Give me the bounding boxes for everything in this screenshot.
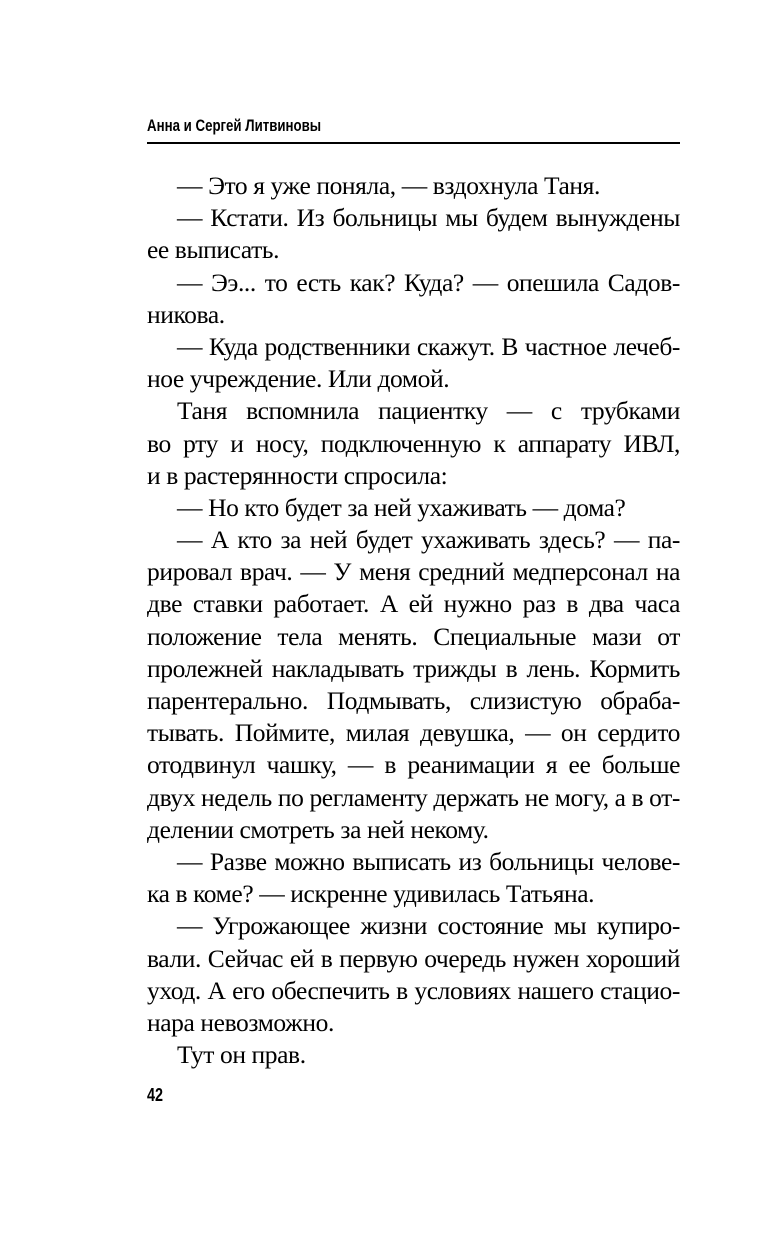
- text-line: двух недель по регламенту держать не могу, а в от-: [147, 782, 681, 812]
- page-number: 42: [147, 1085, 164, 1105]
- header-rule: [147, 142, 680, 144]
- text-line: — А кто за ней будет ухаживать здесь? — па-: [177, 525, 680, 555]
- text-line: вали. Сейчас ей в первую очередь нужен хороший: [147, 943, 680, 973]
- text-line: никова.: [147, 299, 225, 329]
- body-text: [147, 170, 680, 1071]
- text-line: — Это я уже поняла, — вздохнула Таня.: [177, 171, 600, 200]
- text-line: положение тела менять. Специальные мази от: [147, 621, 680, 651]
- text-line: уход. А его обеспечить в условиях нашего стацио-: [147, 975, 680, 1005]
- text-line: — Но кто будет за ней ухаживать — дома?: [177, 492, 626, 522]
- text-line: — Кстати. Из больницы мы будем вынуждены: [177, 203, 680, 233]
- text-line: Тут он прав.: [177, 1040, 306, 1070]
- text-line: рировал врач. — У меня средний медперсонал на: [147, 557, 680, 587]
- running-head: Анна и Сергей Литвиновы: [147, 116, 322, 135]
- text-line: ка в коме? — искренне удивилась Татьяна.: [147, 879, 595, 909]
- text-line: — Угрожающее жизни состояние мы купиро-: [177, 911, 680, 941]
- text-line: парентерально. Подмывать, слизистую обраба-: [147, 686, 680, 715]
- text-line: ное учреждение. Или домой.: [147, 364, 450, 394]
- text-line: и в растерянности спросила:: [147, 460, 448, 490]
- text-line: делении смотреть за ней некому.: [147, 814, 489, 844]
- text-line: ее выписать.: [147, 235, 280, 265]
- text-line: нара невозможно.: [147, 1007, 334, 1037]
- text-line: пролежней накладывать трижды в лень. Кормить: [147, 653, 680, 683]
- text-line: тывать. Поймите, милая девушка, — он сердито: [147, 718, 680, 748]
- text-line: отодвинул чашку, — в реанимации я ее больше: [147, 750, 680, 780]
- text-line: во рту и носу, подключенную к аппарату ИВЛ,: [147, 428, 680, 458]
- text-line: две ставки работает. А ей нужно раз в два часа: [147, 589, 680, 619]
- text-line: — Разве можно выписать из больницы челове-: [177, 846, 680, 876]
- text-line: Таня вспомнила пациентку — с трубками: [177, 396, 680, 426]
- text-line: — Куда родственники скажут. В частное лечеб-: [177, 331, 680, 361]
- text-line: — Ээ... то есть как? Куда? — опешила Садов-: [177, 267, 680, 297]
